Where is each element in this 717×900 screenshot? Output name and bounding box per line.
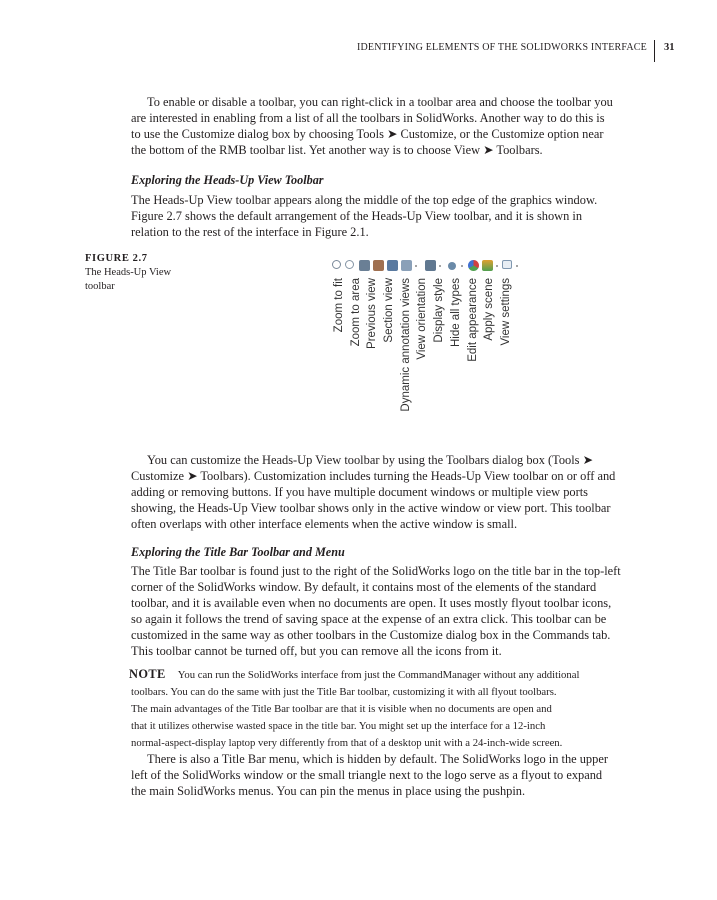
zoom-to-fit-icon <box>332 260 341 269</box>
separator-dot <box>496 265 498 267</box>
separator-dot <box>415 265 417 267</box>
figure-caption: The Heads-Up View toolbar <box>85 267 172 292</box>
separator-dot <box>439 265 441 267</box>
note-label: NOTE <box>129 667 166 681</box>
display-style-icon <box>425 260 436 271</box>
text-line: to use the Customize dialog box by choosing Tools ➤ Customize, or the Customize option near <box>131 127 604 141</box>
text-line: To enable or disable a toolbar, you can right-click in a toolbar area and choose the toolbar you <box>147 95 613 109</box>
label-dynamic-annotation-views: Dynamic annotation views <box>400 278 412 412</box>
running-header <box>0 40 717 62</box>
text-line: adding or removing buttons. If you have multiple document windows or multiple view ports <box>131 485 589 499</box>
text-line: normal-aspect-display laptop very differently from that of a desktop unit with a 24-inch-wide screen. <box>131 737 563 749</box>
label-apply-scene: Apply scene <box>483 278 495 341</box>
text-line: customized in the same way as other toolbars in the Customize dialog box in the Commands tab. <box>131 628 611 642</box>
text-line: often overlaps with other interface elements when the active window is small. <box>131 517 518 531</box>
text-line: The Heads-Up View toolbar appears along the middle of the top edge of the graphics window. <box>131 193 598 207</box>
text-line: Figure 2.7 shows the default arrangement of the Heads-Up View toolbar, and it is shown in <box>131 209 583 223</box>
text-line: The main advantages of the Title Bar toolbar are that it is visible when no documents are open and <box>131 703 552 715</box>
text-line: that it utilizes otherwise wasted space in the title bar. You might set up the interface for a 12-inch <box>131 720 546 732</box>
view-orientation-icon <box>401 260 412 271</box>
label-previous-view: Previous view <box>366 278 378 349</box>
zoom-to-area-icon <box>345 260 354 269</box>
dynamic-annotation-views-icon <box>387 260 398 271</box>
paragraph-title-bar-toolbar <box>131 563 661 659</box>
text-line: left of the SolidWorks window or the small triangle next to the logo serve as a flyout to expand <box>131 768 603 782</box>
separator-dot <box>461 265 463 267</box>
text-line: toolbars. You can do the same with just the Title Bar toolbar, customizing it with all flyout toolbars. <box>131 686 557 698</box>
apply-scene-icon <box>482 260 493 271</box>
page-number: 31 <box>664 42 675 53</box>
text-line: showing, the Heads-Up View toolbar shows only in the active window or view port. This toolbar <box>131 501 611 515</box>
paragraph-heads-up-intro <box>131 192 661 240</box>
separator-dot <box>516 265 518 267</box>
hide-all-types-icon <box>448 262 456 270</box>
text-line: This toolbar cannot be turned off, but you can remove all the icons from it. <box>131 644 502 658</box>
text-line: Customize ➤ Toolbars). Customization includes turning the Heads-Up View toolbar on or off and <box>131 469 616 483</box>
text-line: You can run the SolidWorks interface from just the CommandManager without any additional <box>177 669 580 681</box>
paragraph-toolbar-enable <box>131 94 661 158</box>
paragraph-heads-up-customize <box>131 452 661 532</box>
section-view-icon <box>373 260 384 271</box>
text-line: toolbar, and it is available even when no documents are open. It uses mostly flyout toolbar icons, <box>131 596 612 610</box>
text-line: the main SolidWorks menus. You can pin the menus in place using the pushpin. <box>131 784 526 798</box>
label-zoom-to-area: Zoom to area <box>350 278 362 347</box>
section-heading-title-bar: Exploring the Title Bar Toolbar and Menu <box>131 545 345 559</box>
view-settings-icon <box>502 260 512 269</box>
text-line: You can customize the Heads-Up View toolbar by using the Toolbars dialog box (Tools ➤ <box>147 453 593 467</box>
label-section-view: Section view <box>383 278 395 343</box>
paragraph-title-bar-menu <box>131 751 661 799</box>
label-view-settings: View settings <box>500 278 512 346</box>
edit-appearance-icon <box>468 260 479 271</box>
text-line: so again it follows the trend of saving space at the expense of an extra click. This toolbar can be <box>131 612 607 626</box>
label-hide-all-types: Hide all types <box>450 278 462 348</box>
label-display-style: Display style <box>433 278 445 343</box>
text-line: are interested in enabling from a list of all the toolbars in SolidWorks. Another way to do this is <box>131 111 605 125</box>
text-line: relation to the rest of the interface in Figure 2.1. <box>131 225 369 239</box>
text-line: the bottom of the RMB toolbar list. Yet another way is to choose View ➤ Toolbars. <box>131 143 543 157</box>
previous-view-icon <box>359 260 370 271</box>
label-zoom-to-fit: Zoom to fit <box>333 278 345 333</box>
header-divider <box>654 40 655 62</box>
text-line: The Title Bar toolbar is found just to the right of the SolidWorks logo on the title bar in the top-left <box>131 564 621 578</box>
label-view-orientation: View orientation <box>416 278 428 360</box>
text-line: corner of the SolidWorks window. By default, it contains most of the elements of the standard <box>131 580 597 594</box>
label-edit-appearance: Edit appearance <box>467 278 479 362</box>
running-header-title: IDENTIFYING ELEMENTS OF THE SOLIDWORKS INTERFACE <box>356 42 647 53</box>
section-heading-heads-up: Exploring the Heads-Up View Toolbar <box>131 173 324 187</box>
note-box <box>131 666 671 752</box>
figure-label: FIGURE 2.7 <box>85 253 148 264</box>
text-line: There is also a Title Bar menu, which is hidden by default. The SolidWorks logo in the upper <box>147 752 608 766</box>
